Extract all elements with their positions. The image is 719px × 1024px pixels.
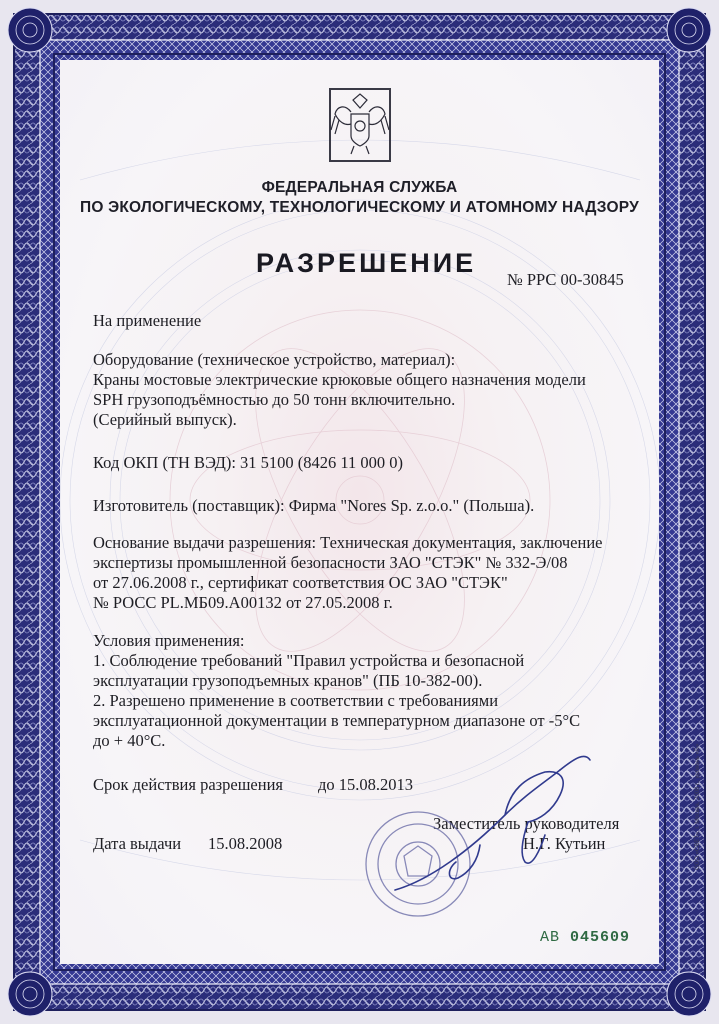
permit-number: № РРС 00-30845: [507, 270, 624, 289]
printer-imprint: ООО «СВЕТ», г. Москва, 2008 г., уровень «Б»: [695, 743, 701, 870]
conditions-line: 1. Соблюдение требований "Правил устройства и безопасной: [93, 651, 525, 670]
conditions-line: эксплуатации грузоподъемных кранов" (ПБ 10-382-00).: [93, 671, 483, 690]
okp-code: Код ОКП (ТН ВЭД): 31 5100 (8426 11 000 0): [93, 453, 404, 472]
basis-line: экспертизы промышленной безопасности ЗАО "СТЭК" № 332-Э/08: [93, 553, 568, 572]
signatory-position: Заместитель руководителя: [433, 814, 620, 833]
coat-of-arms-emblem: [327, 86, 393, 164]
signatory-name: Н.Г. Кутьин: [523, 834, 606, 853]
purpose-text: На применение: [93, 311, 202, 330]
document-title: РАЗРЕШЕНИЕ: [256, 248, 477, 278]
manufacturer: Изготовитель (поставщик): Фирма "Nores Sp. z.o.o." (Польша).: [93, 496, 535, 515]
equipment-line: (Серийный выпуск).: [93, 410, 237, 429]
equipment-line: Краны мостовые электрические крюковые общего назначения модели: [93, 370, 586, 389]
basis-line: № РОСС PL.МБ09.А00132 от 27.05.2008 г.: [93, 593, 393, 612]
serial-number: 045609: [570, 929, 631, 946]
conditions-line: Условия применения:: [93, 631, 245, 650]
conditions-line: эксплуатационной документации в температурном диапазоне от -5°С: [93, 711, 581, 730]
agency-name-line1: ФЕДЕРАЛЬНАЯ СЛУЖБА: [261, 179, 458, 196]
equipment-line: Оборудование (техническое устройство, материал):: [93, 350, 456, 369]
equipment-line: SPH грузоподъёмностью до 50 тонн включительно.: [93, 390, 456, 409]
conditions-line: 2. Разрешено применение в соответствии с требованиями: [93, 691, 499, 710]
basis-line: Основание выдачи разрешения: Техническая документация, заключение: [93, 533, 603, 552]
issue-date-label: Дата выдачи: [93, 834, 182, 853]
issue-date-value: 15.08.2008: [208, 834, 283, 853]
agency-name-line2: ПО ЭКОЛОГИЧЕСКОМУ, ТЕХНОЛОГИЧЕСКОМУ И АТОМНОМУ НАДЗОРУ: [80, 199, 639, 216]
form-serial-number: [540, 929, 630, 946]
basis-line: от 27.06.2008 г., сертификат соответствия ОС ЗАО "СТЭК": [93, 573, 508, 592]
conditions-line: до + 40°С.: [93, 731, 166, 750]
serial-series: АВ: [540, 929, 561, 946]
validity-label: Срок действия разрешения: [93, 775, 284, 794]
validity-value: до 15.08.2013: [318, 775, 414, 794]
